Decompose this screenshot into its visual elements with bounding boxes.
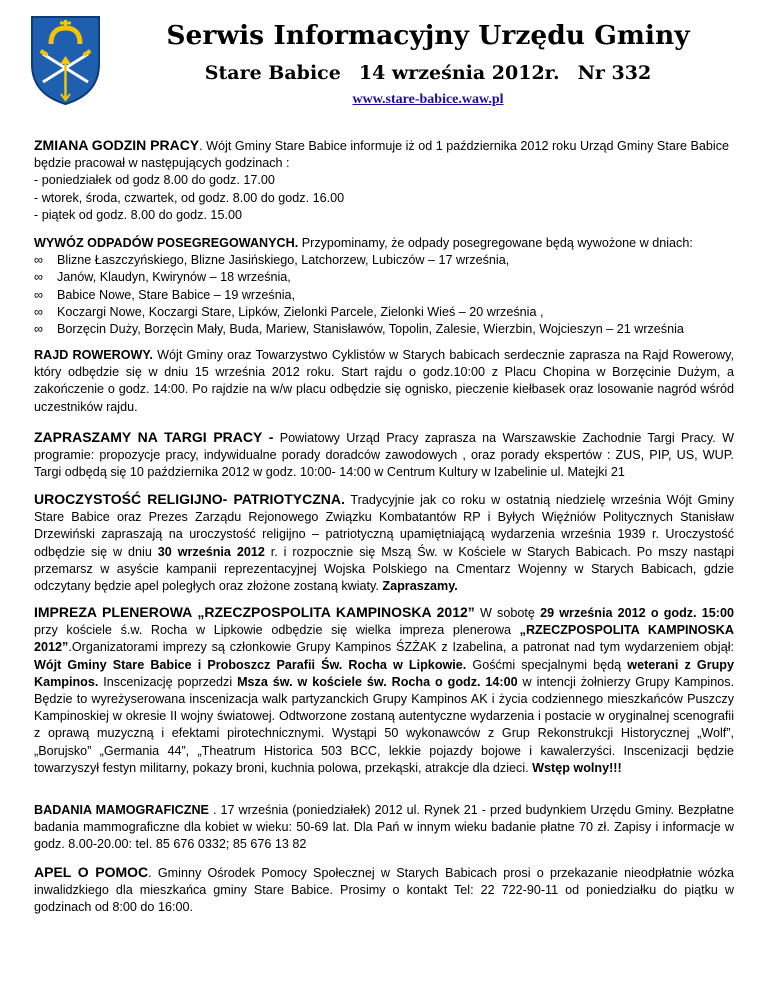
list-item: ∞ Babice Nowe, Stare Babice – 19 września, bbox=[34, 287, 734, 304]
section-heading: IMPREZA PLENEROWA „RZECZPOSPOLITA KAMPINOSKA 2012” bbox=[34, 604, 475, 620]
section-bike-rally: RAJD ROWEROWY. Wójt Gminy oraz Towarzystwo Cyklistów w Starych babicach serdecznie zaprasza na Rajd Rowerowy, który odbędzie się w dniu 15 września 2012 roku. Start rajdu o godz.10:00 z Placu Chopina w Borzęcinie Dużym, a zakończenie o godz. 14:00. Po rajdzie na w/w placu odbędzie się ognisko, pieczenie kiełbasek oraz losowanie nagród wśród uczestników rajdu. bbox=[34, 348, 734, 414]
list-item: ∞ Koczargi Nowe, Koczargi Stare, Lipków, Zielonki Parcele, Zielonki Wieś – 20 września , bbox=[34, 304, 734, 321]
section-heading: ZMIANA GODZIN PRACY bbox=[34, 137, 200, 153]
section-heading: ZAPRASZAMY NA TARGI PRACY - bbox=[34, 429, 274, 445]
issue-info bbox=[120, 62, 736, 84]
issue-date: 14 września 2012r. bbox=[358, 62, 560, 84]
section-waste-collection: WYWÓZ ODPADÓW POSEGREGOWANYCH. Przypominamy, że odpady posegregowane będą wywożone w dniach: ∞ Blizne Łaszczyńskiego, Blizne Jasińskiego, Latchorzew, Lubiczów – 17 września, ∞ Janów, Klaudyn, Kwirynów – 18 września, ∞ Babice Nowe, Stare Babice – 19 września, ∞ Koczargi Nowe, Koczargi Stare, Lipków, Zielonki Parcele, Zielonki Wieś – 20 września , ∞ Borzęcin Duży, Borzęcin Mały, Buda, Mariew, Stanisławów, Topolin, Zalesie, Wierzbin, Wojcieszyn – 21 września bbox=[34, 235, 734, 338]
hours-line: - poniedziałek od godz 8.00 do godz. 17.00 bbox=[34, 173, 275, 188]
hours-line: - piątek od godz. 8.00 do godz. 15.00 bbox=[34, 207, 242, 222]
section-appeal: APEL O POMOC. Gminny Ośrodek Pomocy Społecznej w Starych Babicach prosi o przekazanie nieodpłatnie wózka inwalidzkiego dla mieszkańca gminy Stare Babice. Prosimy o kontakt Tel: 22 722-90-11 od poniedziałku do piątku w godzinach od 8:00 do 16:00. bbox=[34, 864, 734, 915]
issue-number: Nr 332 bbox=[577, 62, 652, 84]
website-link[interactable]: www.stare-babice.waw.pl bbox=[352, 92, 504, 107]
section-ceremony: UROCZYSTOŚĆ RELIGIJNO- PATRIOTYCZNA. Tradycyjnie jak co roku w ostatnią niedzielę września Wójt Gminy Stare Babice oraz Prezes Zarządu Rejonowego Związku Kombatantów RP i Byłych Więźniów Politycznych Stanisław Drzewiński zapraszają na uroczystość religijno – patriotyczną upamiętniającą wydarzenia września 1939 r. Uroczystość odbędzie się w dniu 30 września 2012 r. i rozpocznie się Mszą Św. w Kościele w Starych Babicach. Po mszy nastąpi przemarsz w asyście kampanii reprezentacyjnej Wojska Polskiego na Cmentarz Wojenny w Starych Babicach, gdzie odczytany będzie apel poległych oraz złożone zostaną kwiaty. Zapraszamy. bbox=[34, 491, 734, 594]
newsletter-title: Serwis Informacyjny Urzędu Gminy bbox=[166, 20, 690, 51]
section-heading: APEL O POMOC bbox=[34, 864, 149, 880]
section-job-fair: ZAPRASZAMY NA TARGI PRACY - Powiatowy Urząd Pracy zaprasza na Warszawskie Zachodnie Targi Pracy. W programie: propozycje pracy, indywidualne porady doradców zawodowych , oraz porady ekspertów : ZUS, PIP, US, WUP. Targi odbędą się 10 października 2012 w godz. 10:00- 14:00 w Centrum Kultury w Izabelinie ul. Matejki 21 bbox=[34, 429, 734, 480]
section-mammography: BADANIA MAMOGRAFICZNE . 17 września (poniedziałek) 2012 ul. Rynek 21 - przed budynkiem Urzędu Gminy. Bezpłatne badania mammograficzne dla kobiet w wieku: 50-69 lat. Dla Pań w innym wieku badanie płatne 70 zł. Zapisy i informacje w godz. 8.00-20.00: tel. 85 676 0332; 85 676 13 82 bbox=[34, 803, 734, 852]
issue-place: Stare Babice bbox=[204, 62, 341, 84]
list-item: ∞ Blizne Łaszczyńskiego, Blizne Jasińskiego, Latchorzew, Lubiczów – 17 września, bbox=[34, 252, 734, 269]
section-heading: RAJD ROWEROWY. bbox=[34, 348, 153, 362]
coat-of-arms-icon bbox=[29, 14, 102, 106]
list-item: ∞ Borzęcin Duży, Borzęcin Mały, Buda, Mariew, Stanisławów, Topolin, Zalesie, Wierzbin, Wojcieszyn – 21 września bbox=[34, 321, 734, 338]
section-working-hours: ZMIANA GODZIN PRACY. Wójt Gminy Stare Babice informuje iż od 1 października 2012 roku Urząd Gminy Stare Babice będzie pracował w następujących godzinach : - poniedziałek od godz 8.00 do godz. 17.00 - wtorek, środa, czwartek, od godz. 8.00 do godz. 16.00 - piątek od godz. 8.00 do godz. 15.00 bbox=[34, 137, 734, 224]
section-heading: UROCZYSTOŚĆ RELIGIJNO- PATRIOTYCZNA. bbox=[34, 491, 345, 507]
section-heading: BADANIA MAMOGRAFICZNE bbox=[34, 803, 209, 817]
hours-line: - wtorek, środa, czwartek, od godz. 8.00 do godz. 16.00 bbox=[34, 190, 345, 205]
collection-list bbox=[34, 252, 734, 338]
list-item: ∞ Janów, Klaudyn, Kwirynów – 18 września, bbox=[34, 269, 734, 286]
section-heading: WYWÓZ ODPADÓW POSEGREGOWANYCH. bbox=[34, 236, 299, 250]
section-outdoor-event: IMPREZA PLENEROWA „RZECZPOSPOLITA KAMPINOSKA 2012” W sobotę 29 września 2012 o godz. 15:00 przy kościele ś.w. Rocha w Lipkowie odbędzie się wielka impreza plenerowa „RZECZPOSPOLITA KAMPINOSKA 2012”.Organizatorami imprezy są członkowie Grupy Kampinos ŚZŻAK z Izabelina, a patronat nad tym wydarzeniem objął: Wójt Gminy Stare Babice i Proboszcz Parafii Św. Rocha w Lipkowie. Gośćmi specjalnymi będą weterani z Grupy Kampinos. Inscenizację poprzedzi Msza św. w kościele św. Rocha o godz. 14:00 w intencji żołnierzy Grupy Kampinos. Będzie to wyreżyserowana inscenizacja walk partyzanckich Grupy Kampinos AK i życia codziennego mieszkańców Puszczy Kampinoskiej w okresie II wojny światowej. Odtworzone zostaną autentyczne wydarzenia i postacie w oryginalnej scenografii z oprawą muzyczną i efektami pirotechnicznymi. Wystąpi 50 wykonawców z Grup Rekonstrukcji Historycznej „Wolf”, „Borujsko” „Germania 44”, „Theatrum Historica 503 BCC, lekkie pojazdy bojowe i kawalerzyści. Inscenizacji będzie towarzyszył festyn militarny, pokazy broni, kuchnia polowa, przekąski, atrakcje dla dzieci. Wstęp wolny!!! bbox=[34, 604, 735, 775]
